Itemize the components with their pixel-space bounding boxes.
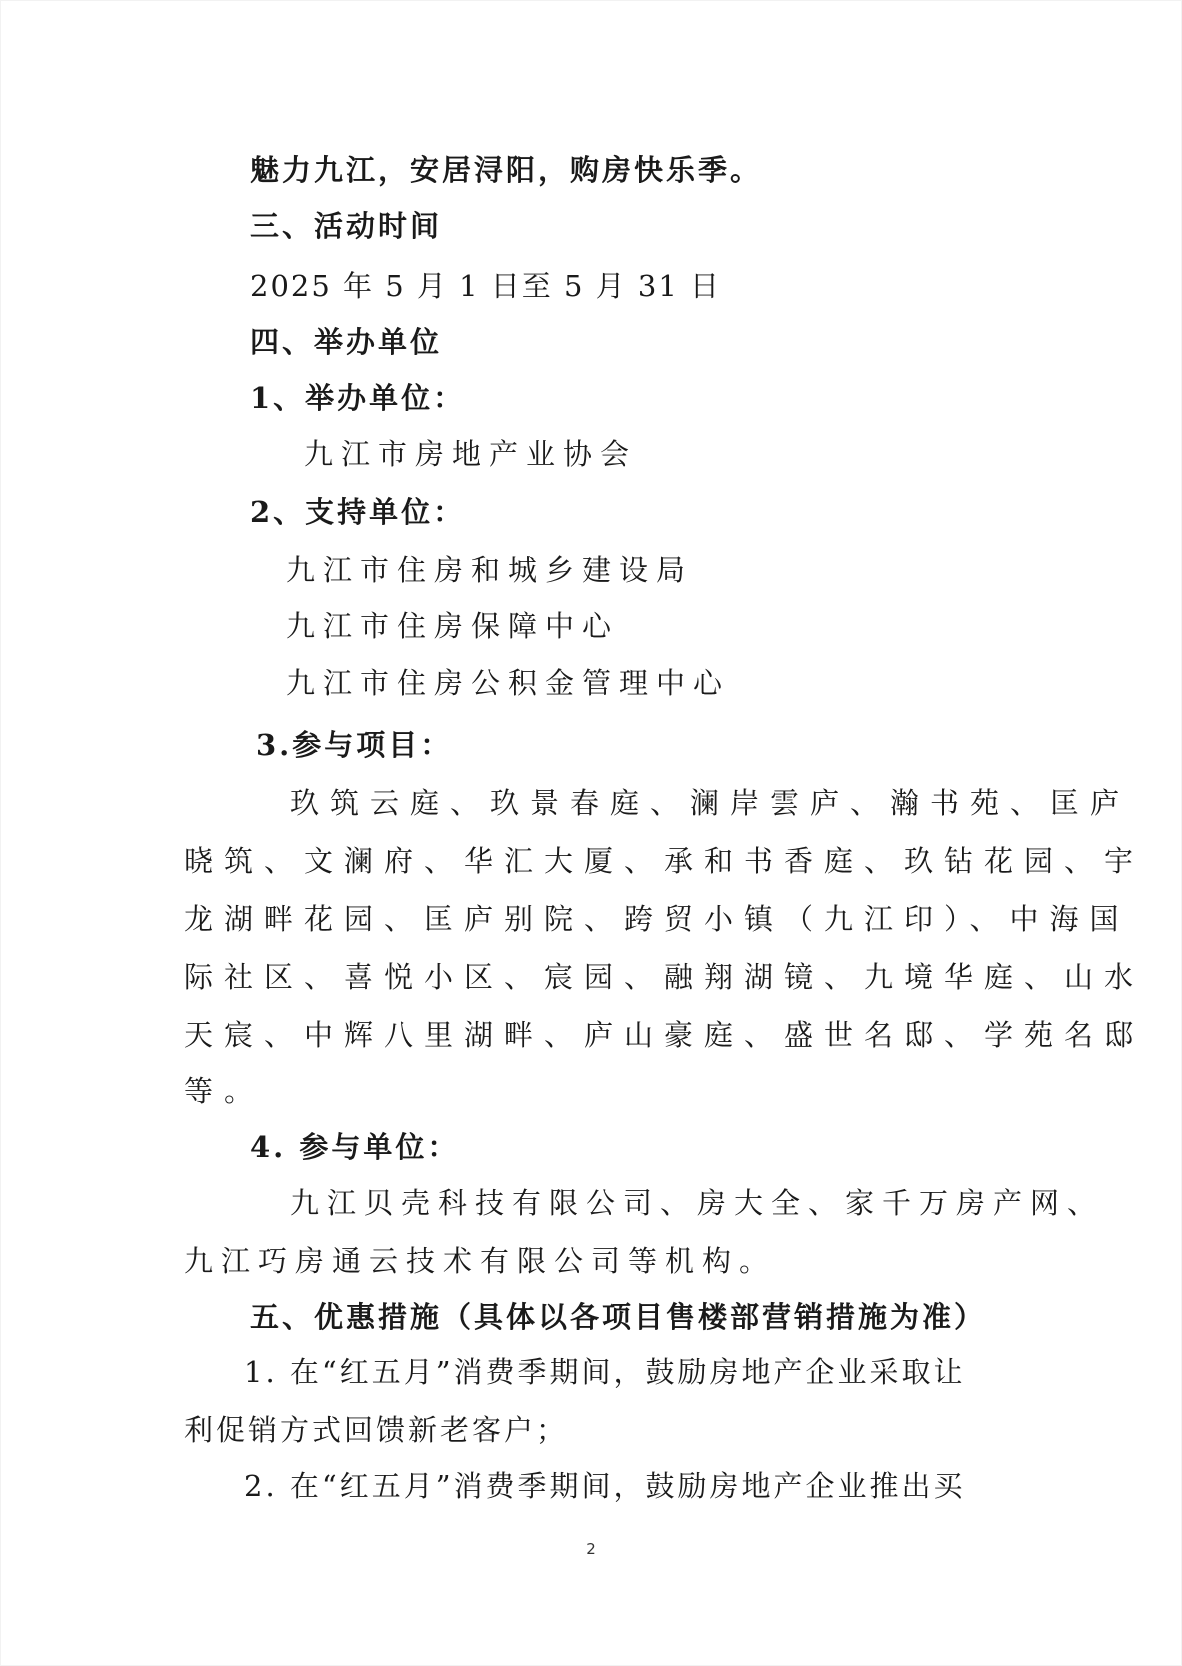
event-dates: 2025 年 5 月 1 日至 5 月 31 日 xyxy=(250,269,722,303)
measure-line: 2. 在“红五月”消费季期间，鼓励房地产企业推出买 xyxy=(244,1469,966,1503)
supporter-item: 九江市住房保障中心 xyxy=(286,609,620,643)
participants-line: 九江贝壳科技有限公司、房大全、家千万房产网、 xyxy=(290,1186,1105,1220)
measure-line: 1. 在“红五月”消费季期间，鼓励房地产企业采取让 xyxy=(244,1355,966,1389)
projects-line: 等。 xyxy=(184,1074,265,1108)
organizer-name: 九江市房地产业协会 xyxy=(304,437,638,471)
supporter-item: 九江市住房公积金管理中心 xyxy=(286,666,731,700)
projects-line: 天宸、中辉八里湖畔、庐山豪庭、盛世名邸、学苑名邸 xyxy=(184,1018,1145,1052)
section-3-heading: 三、活动时间 xyxy=(250,209,443,243)
projects-line: 际社区、喜悦小区、宸园、融翔湖镜、九境华庭、山水 xyxy=(184,960,1145,994)
projects-line: 龙湖畔花园、匡庐别院、跨贸小镇（九江印）、中海国 xyxy=(184,902,1130,936)
page-number: 2 xyxy=(586,1540,596,1558)
participants-line: 九江巧房通云技术有限公司等机构。 xyxy=(184,1244,777,1278)
section-4-heading: 四、举办单位 xyxy=(250,325,443,359)
organizer-label: 1、举办单位： xyxy=(250,381,466,415)
section-5-heading: 五、优惠措施（具体以各项目售楼部营销措施为准） xyxy=(250,1300,987,1334)
supporter-item: 九江市住房和城乡建设局 xyxy=(286,553,694,587)
supporters-label: 2、支持单位： xyxy=(250,495,466,529)
projects-label: 3.参与项目： xyxy=(256,728,453,762)
slogan-line: 魅力九江，安居浔阳，购房快乐季。 xyxy=(250,153,763,187)
projects-line: 晓筑、文澜府、华汇大厦、承和书香庭、玖钻花园、宇 xyxy=(184,844,1145,878)
participants-label: 4. 参与单位： xyxy=(250,1130,460,1164)
projects-line: 玖筑云庭、玖景春庭、澜岸雲庐、瀚书苑、匡庐 xyxy=(290,786,1131,820)
measure-line: 利促销方式回馈新老客户； xyxy=(184,1413,569,1447)
